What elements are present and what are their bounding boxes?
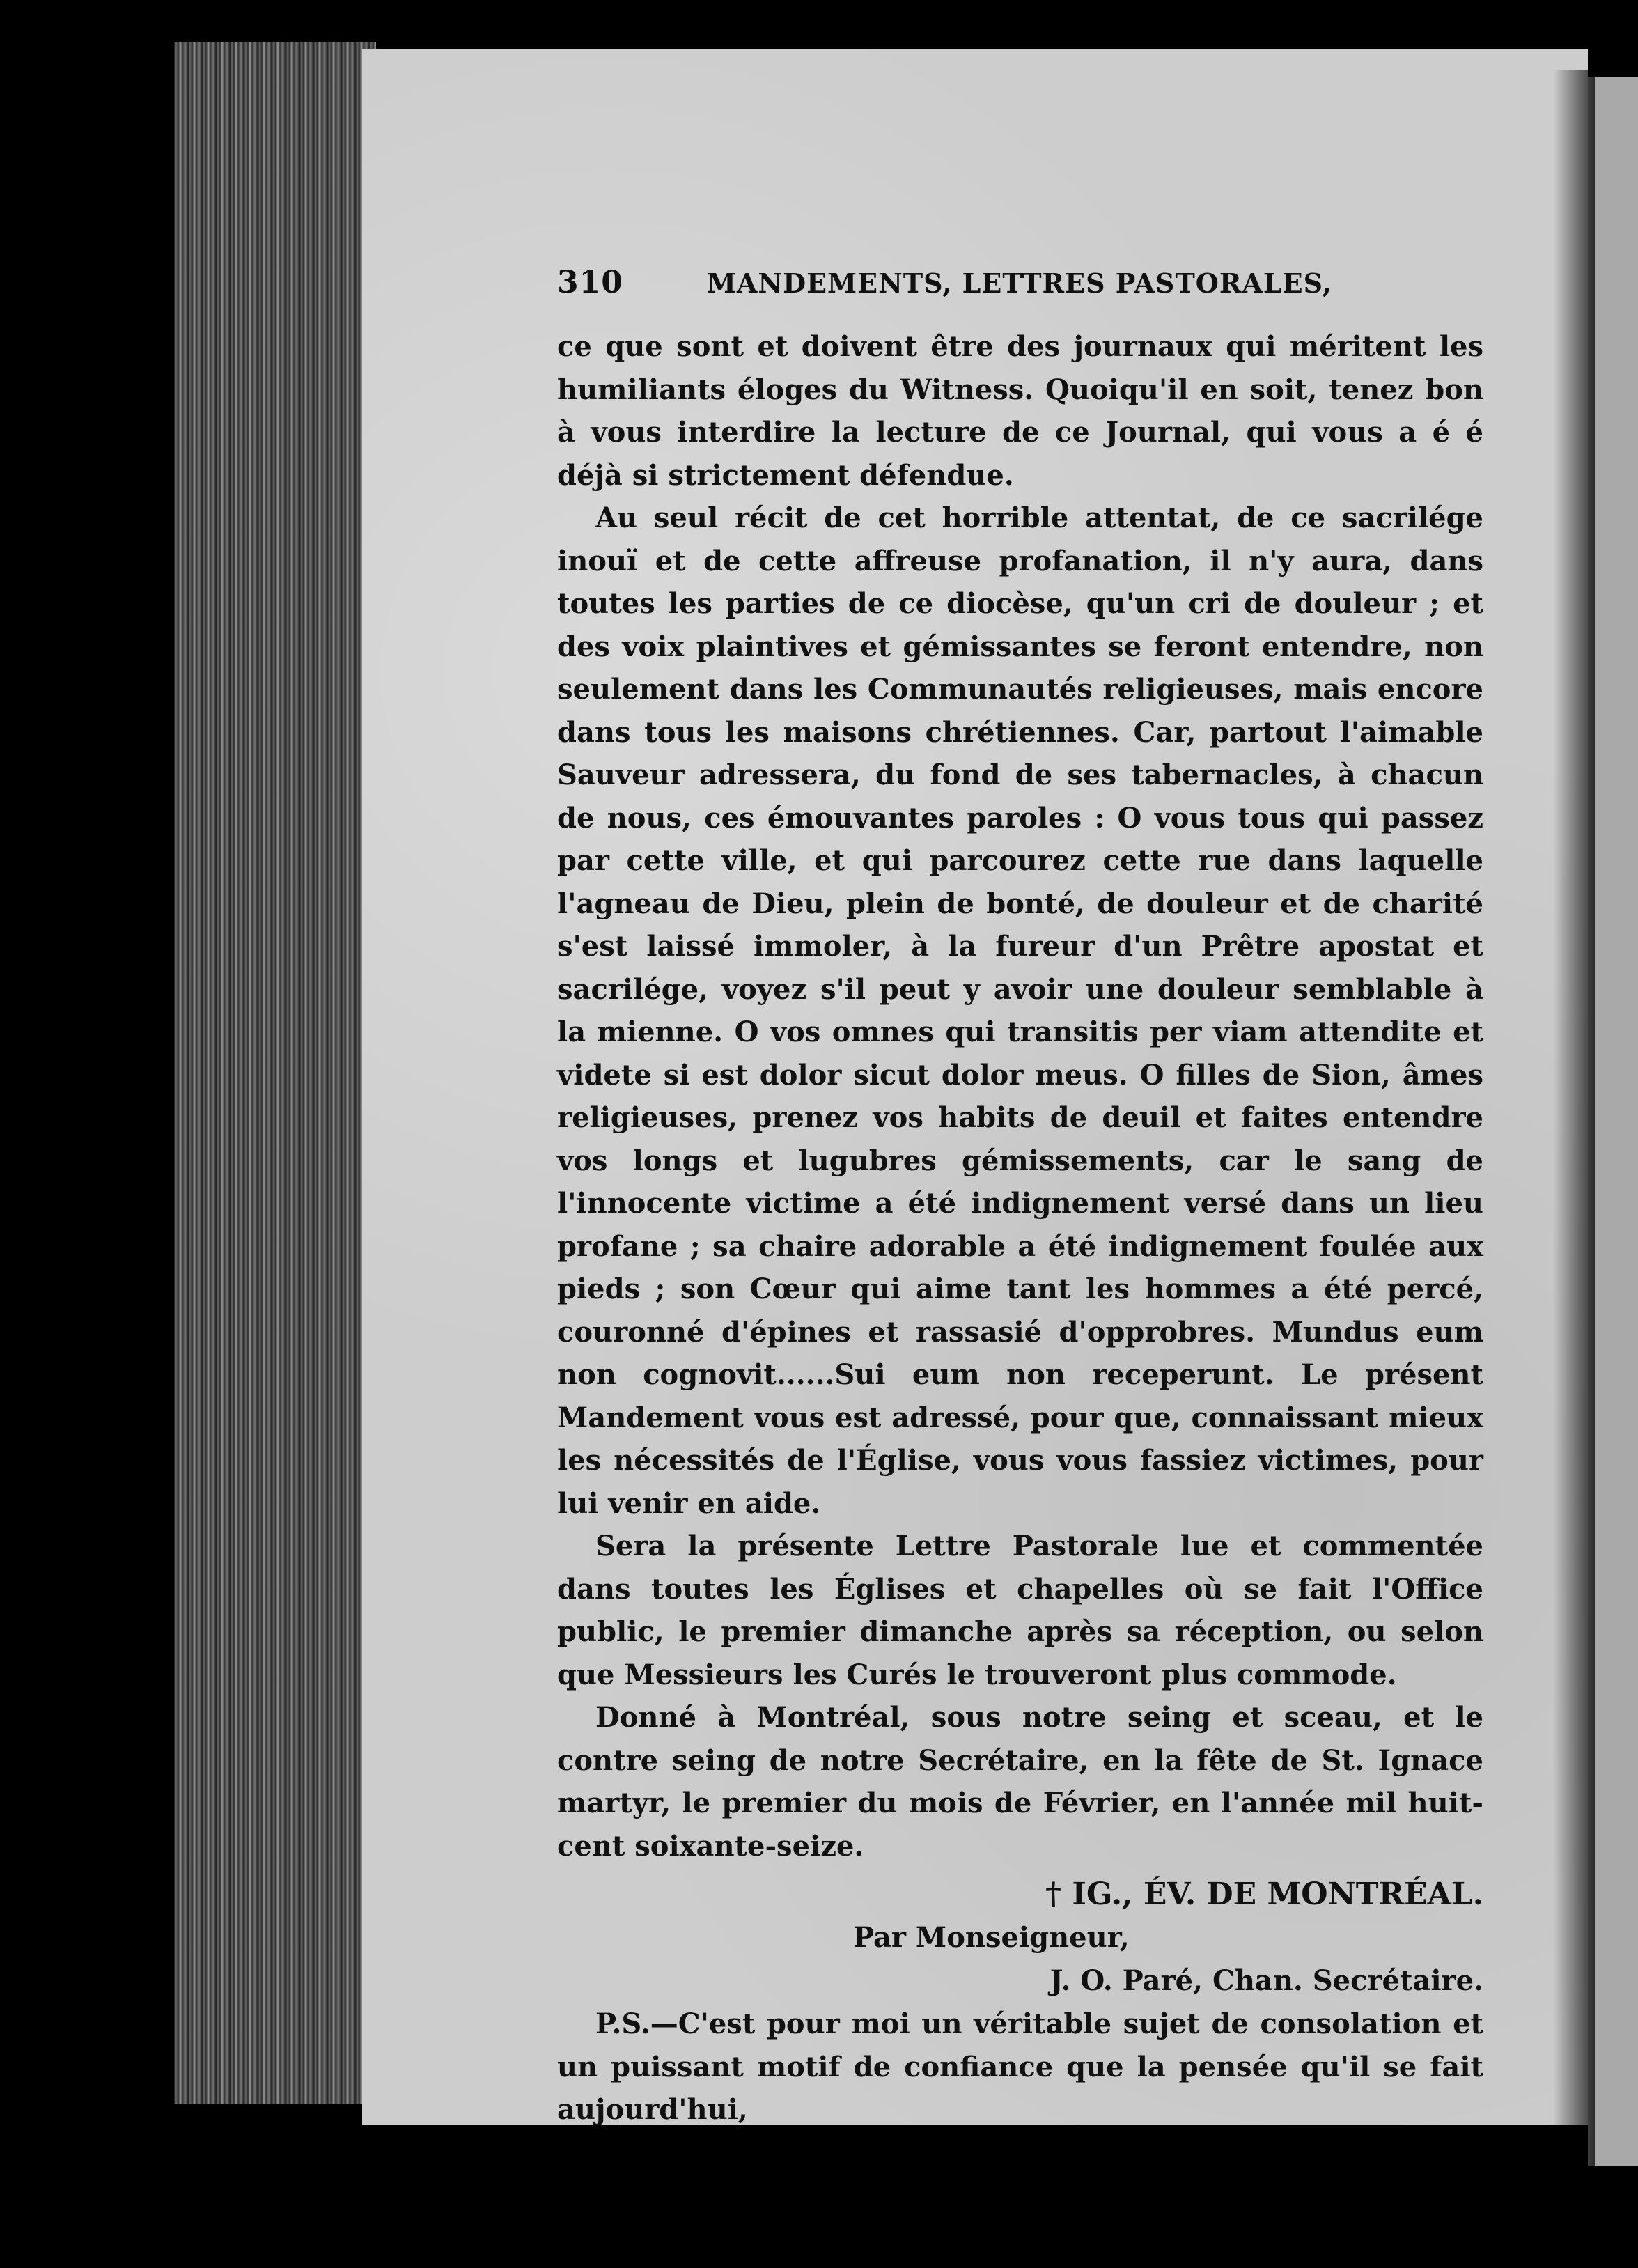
running-header	[557, 265, 1483, 300]
by-order-line: Par Monseigneur,	[853, 1921, 1130, 1954]
page-edges	[174, 42, 376, 2104]
paragraph-reading-instruction: Sera la présente Lettre Pastorale lue et commentée dans toutes les Églises et chapelles où se fait l'Office public, le premier dimanche après sa réception, ou selon que Messieurs les Curés le trouveront plus commode.	[557, 1530, 1483, 1691]
page-number: 310	[557, 265, 623, 300]
postscript: P.S.—C'est pour moi un véritable sujet de consolation et un puissant motif de confiance que la pensée qu'il se fait aujourd'hui,	[557, 2007, 1483, 2126]
facing-page-edge	[1588, 77, 1638, 2166]
spine-shadow	[1553, 70, 1595, 2173]
secretary-signature: J. O. Paré, Chan. Secrétaire.	[1050, 1964, 1483, 1997]
paragraph-continuation: ce que sont et doivent être des journaux qui méritent les humiliants éloges du Witness. Quoiqu'il en soit, tenez bon à vous interdire la lecture de ce Journal, qui vous a é é déjà si strictement défendue.	[557, 330, 1483, 492]
page-text	[557, 265, 1483, 2131]
bishop-signature: † IG., ÉV. DE MONTRÉAL.	[1045, 1877, 1483, 1912]
paragraph-main: Au seul récit de cet horrible attentat, de ce sacrilége inouï et de cette affreuse profanation, il n'y aura, dans toutes les parties de ce diocèse, qu'un cri de douleur ; et des voix plaintives et gémissantes se feront entendre, non seulement dans les Communautés religieuses, mais encore dans tous les maisons chrétiennes. Car, partout l'aimable Sauveur adressera, du fond de ses tabernacles, à chacun de nous, ces émouvantes paroles : O vous tous qui passez par cette ville, et qui parcourez cette rue dans laquelle l'agneau de Dieu, plein de bonté, de douleur et de charité s'est laissé immoler, à la fureur d'un Prêtre apostat et sacrilége, voyez s'il peut y avoir une douleur semblable à la mienne. O vos omnes qui transitis per viam attendite et videte si est dolor sicut dolor meus. O filles de Sion, âmes religieuses, prenez vos habits de deuil et faites entendre vos longs et lugubres gémissements, car le sang de l'innocente victime a été indignement versé dans un lieu profane ; sa chaire adorable a été indignement foulée aux pieds ; son Cœur qui aime tant les hommes a été percé, couronné d'épines et rassasié d'opprobres. Mundus eum non cognovit......Sui eum non receperunt. Le présent Mandement vous est adressé, pour que, connaissant mieux les nécessités de l'Église, vous vous fassiez victimes, pour lui venir en aide.	[557, 502, 1483, 1520]
paragraph-given-at: Donné à Montréal, sous notre seing et sceau, et le contre seing de notre Secrétaire, en la fête de St. Ignace martyr, le premier du mois de Février, en l'année mil huit-cent soixante-seize.	[557, 1701, 1483, 1863]
running-title: MANDEMENTS, LETTRES PASTORALES,	[706, 267, 1332, 299]
